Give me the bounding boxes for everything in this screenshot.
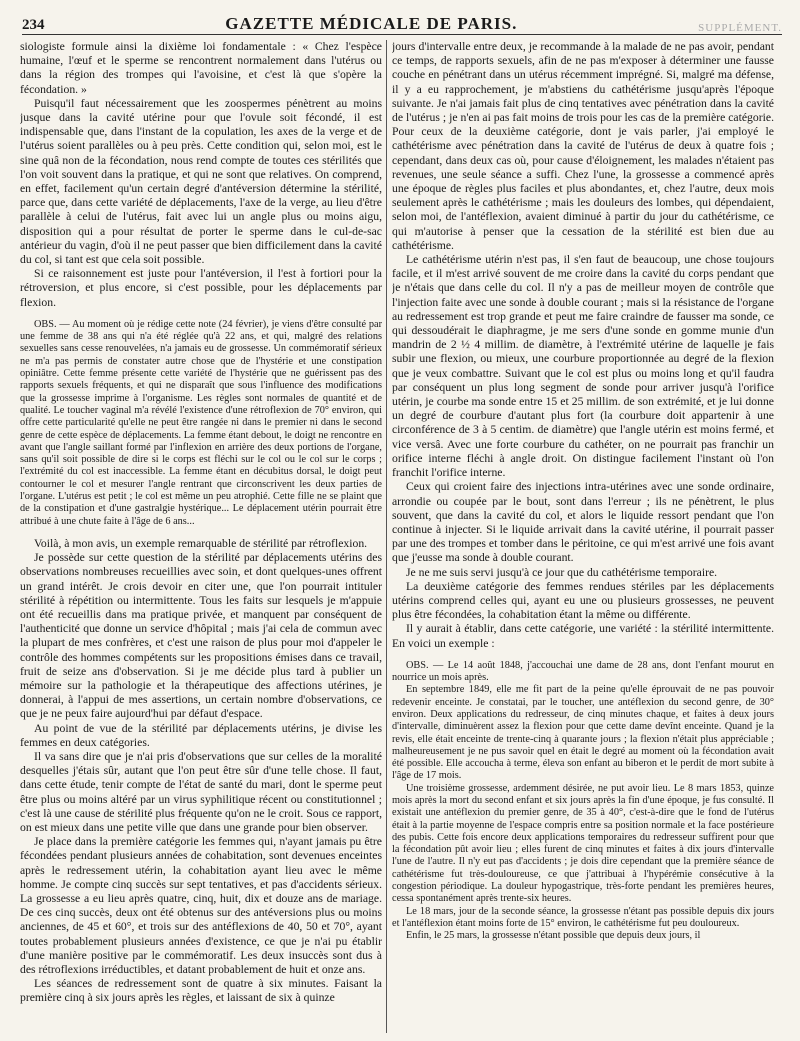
paragraph: Il y aurait à établir, dans cette catégorie, une variété : la stérilité intermittente. En voici un exemple : [392,622,774,650]
observation-paragraph: Enfin, le 25 mars, la grossesse n'étant possible que depuis deux jours, il [406,930,701,942]
observation-paragraph: En septembre 1849, elle me fit part de la peine qu'elle éprouvait de ne pas pouvoir redevenir enceinte. Je constatai, par le toucher, une antéflexion du second genre, de 30° environ. Deux applications du redresseur, de cinq minutes chaque, et faites à deux jours d'intervalle, diminuèrent assez la flexion pour que cette dame devînt enceinte. Quand je la revis, elle était enceinte de trente-cinq à quarante jours ; la flexion n'était plus appréciable ; malheureusement je ne pus savoir quel en était le degré au moment où la fécondation avait été possible. Elle accoucha à terme, éleva son enfant au biberon et le perdit de mort subite à l'âge de 17 mois. [392,684,774,782]
observation-paragraph: OBS. — Au moment où je rédige cette note (24 février), je viens d'être consulté par une femme de 38 ans qui n'a été réglée qu'à 22 ans, et qui, malgré des relations sexuelles sans cesse renouvelées, n'a jamais eu de grossesse. Un commémoratif sérieux ne m'a pas permis de constater autre chose que de l'hystérie et une constipation opiniâtre. Cette femme présente cette variété de l'hystérie que ne guérissent pas des rapports sexuels fréquents, et qui ne disparaît que sous l'influence des modifications que la grossesse imprime à l'organisme. Les règles sont normales de quantité et de qualité. Le toucher vaginal m'a révélé l'existence d'une rétroflexion de 70° environ, qui offre cette particularité qu'elle ne peut être rangée ni dans le premier ni dans le second genre de cette espèce de déplacements. La femme étant debout, le doigt ne rencontre en avant que l'angle saillant formé par l'inflexion en arrière des deux portions de l'organe, sans qu'il soit possible de dire si le corps est fléchi sur le col ou le col sur le corps ; l'extrémité du col est inaccessible. La femme étant en décubitus dorsal, le doigt peut contourner le col et mesurer l'angle rentrant que circonscrivent les deux parties de l'organe. L'utérus est petit ; le col est même un peu atrophié. Cette fille ne se plaint que de la constipation et d'une gastralgie hystérique... Le déplacement utérin pourrait être attribué à une chute faite à l'âge de 6 ans... [20,318,382,527]
page-header [22,12,782,35]
paragraph: Ceux qui croient faire des injections intra-utérines avec une sonde ordinaire, arrondie ou coupée par le bout, sont dans l'erreur ; ils ne pénètrent, le plus souvent, que dans la cavité du col, et alors le liquide ressort pendant que l'on continue à injecter. Si le liquide arrivait dans la cavité utérine, il pourrait passer par une des trompes et tomber dans le péritoine, ce qui m'est arrivé une fois avant que j'eusse ma sonde à double courant. [392,480,774,565]
observation-paragraph: OBS. — Le 14 août 1848, j'accouchai une dame de 28 ans, dont l'enfant mourut en nourrice un mois après. [392,659,774,684]
paragraph: Je place dans la première catégorie les femmes qui, n'ayant jamais pu être fécondées pendant plusieurs années de cohabitation, sont devenues enceintes après le redressement utérin, la cohabitation ayant lieu avec le même homme. Je compte cinq succès sur sept tentatives, et pas d'accidents sérieux. La grossesse a eu lieu après quatre, cinq, huit, dix et douze ans de mariage. De ces cinq succès, deux ont été obtenus sur des antéversions plus ou moins anciennes, de 45 et 60°, et trois sur des antéflexions de 40, 50 et 70°, ayant toutes probablement plusieurs années d'existence, ce que je n'ai pu établir d'une manière positive par le commémoratif. Les deux insuccès sont dus à des rétroflexions irréductibles, et datant probablement de huit et onze ans. [20,835,382,976]
journal-title: GAZETTE MÉDICALE DE PARIS. [225,14,518,33]
paragraph: Le cathétérisme utérin n'est pas, il s'en faut de beaucoup, une chose toujours facile, et il m'est arrivé souvent de me croire dans la cavité du corps pendant que je n'étais que dans celle du col. Il n'y a pas de meilleur moyen de contrôle que l'injection faite avec une sonde à double courant ; mais si la résistance de l'organe au redressement est trop grande et peut me faire craindre de fausser ma sonde, ce qui dessoudérait le diaphragme, je me sers d'une sonde en gomme munie d'un mandrin de 2 ½ 4 millim. de diamètre, à l'extrémité utérine de laquelle je fais subir une flexion, ou mieux, une courbure proportionnée au degré de la flexion que je veux combattre. Suivant que le col est plus ou moins long et qu'il faudra par conséquent un plus long segment de sonde pour arriver jusqu'à l'orifice utérin, je courbe ma sonde entre 15 et 25 millim. de son extrémité, et je lui donne un degré de courbure d'autant plus fort (la courbure doit appartenir à une circonférence de 3 à 5 centim. de diamètre) que l'angle utérin est moins fermé, et vice versâ. Avec une forte courbure du cathéter, on ne pourrait pas franchir un orifice interne fléchi à angle droit. On distingue facilement l'instant où l'on franchit l'orifice interne. [392,253,774,480]
column-divider [386,40,387,1033]
observation-paragraph: Le 18 mars, jour de la seconde séance, la grossesse n'étant pas possible depuis dix jours et l'antéflexion étant moins forte de 15° environ, le cathétérisme fut peu douloureux. [392,905,774,929]
paragraph: Il va sans dire que je n'ai pris d'observations que sur celles de la moralité desquelles j'étais sûr, autant que l'on peut être sûr d'une telle chose. Il faut, dans cette étude, tenir compte de l'état de santé du mari, dont le sperme peut être plus ou moins altéré par un virus syphilitique récent ou constitutionnel ; c'est là une cause de stérilité plus fréquente qu'on ne le croit. Sous ce rapport, on est mieux dans une petite ville que dans une grande pour bien observer. [20,749,382,834]
paragraph: Au point de vue de la stérilité par déplacements utérins, je divise les femmes en deux catégories. [20,721,382,749]
paragraph-gap [20,528,382,537]
paragraph-gap [20,310,382,319]
paragraph: La deuxième catégorie des femmes rendues stériles par les déplacements utérins comprend celles qui, ayant eu une ou plusieurs grossesses, ne peuvent plus être fécondées, la cohabitation étant la même ou différente. [392,579,774,622]
paragraph: Voilà, à mon avis, un exemple remarquable de stérilité par rétroflexion. [34,536,368,550]
paragraph: Les séances de redressement sont de quatre à six minutes. Faisant la première cinq à six jours après les règles, et laissant de six à quinze [20,977,382,1005]
paragraph-gap [392,651,774,660]
running-head: SUPPLÉMENT. [698,22,782,34]
paragraph: siologiste formule ainsi la dixième loi fondamentale : « Chez l'espèce humaine, l'œuf et le sperme se rencontrent normalement dans l'utérus ou dans la région des trompes qui l'avoisine, et c'est là que s'opère la fécondation. » [20,40,382,96]
paragraph: Je ne me suis servi jusqu'à ce jour que du cathétérisme temporaire. [406,565,718,579]
paragraph: Je possède sur cette question de la stérilité par déplacements utérins des observations nombreuses recueillies avec soin, et dont quelques-unes offrent un grand intérêt. Je crois devoir en citer une, que l'on pourrait intituler stérilité à répétition ou intermittente. Tous les faits sur lesquels je m'appuie ont été recueillis dans ma pratique privée, et manquent par conséquent de l'authenticité que donne un service d'hôpital ; mais j'ai cela de commun avec la plupart de mes confrères, et c'est une raison de plus pour moi d'appeler le contrôle des hommes compétents sur les propositions émises dans ce travail, fruit de seize ans d'observation. Si je me décide plus tard à publier un mémoire sur la pathologie et la thérapeutique des affections utérines, je donnerai, à l'appui de mes assertions, un certain nombre d'observations, ce que je ne peux faire aujourd'hui par défaut d'espace. [20,551,382,721]
paragraph: Puisqu'il faut nécessairement que les zoospermes pénètrent au moins jusque dans la cavité utérine pour que l'ovule soit fécondé, il est indispensable que, dans l'instant de la copulation, les axes de la verge et de l'utérus soient parallèles ou à peu près. Cette condition qui, selon moi, est le sine quâ non de la fécondation, nous rend compte de toutes ces stérilités que l'on voit souvent dans la pratique, et qui ne sont que relatives. On comprend, en effet, facilement qu'un certain degré d'antéversion détermine la stérilité, parce que, dans cette variété de déplacements, l'axe de la verge, au lieu d'être parallèle à celui de l'utérus, fait avec lui un angle plus ou moins aigu, disposition qui a pour résultat de porter le sperme dans le cul-de-sac antérieur du vagin, d'où il ne peut passer que bien difficilement dans la cavité du col, si tant est que cela soit possible. [20,96,382,267]
page-number: 234 [22,17,45,33]
paragraph: Si ce raisonnement est juste pour l'antéversion, il l'est à fortiori pour la rétroversion, et plus encore, si c'est possible, pour les déplacements par flexion. [20,267,382,309]
right-column [392,40,774,1033]
left-column [20,40,382,1033]
paragraph: jours d'intervalle entre deux, je recommande à la malade de ne pas avoir, pendant ce temps, de rapports sexuels, afin de ne pas m'exposer à déterminer une fausse couche en pénétrant dans un utérus récemment imprégné. Si, malgré ma défense, il y a eu rapprochement, je m'abstiens du cathétérisme jusqu'après l'époque suivante. Je n'ai jamais fait plus de cinq tentatives avec pénétration dans la cavité de l'utérus ; je n'en ai pas fait moins de trois pour les cas de la première catégorie. Pour ceux de la deuxième catégorie, dont je vais parler, j'ai employé le cathétérisme avec pénétration dans la cavité de l'utérus de deux à quatre fois ; cependant, dans deux cas où, pour cause d'éloignement, les malades n'étaient pas revenues, une seule séance a suffi. Chez l'une, la grossesse a commencé après une époque de règles plus faciles et plus abondantes, et, chez l'autre, deux mois seulement après le cathétérisme ; mais les douleurs des lombes, qui dépendaient, selon moi, de l'antéflexion, avaient diminué à partir du jour du cathétérisme, ce qui m'autorise à penser que la cessation de la stérilité est bien due au cathétérisme. [392,40,774,252]
observation-paragraph: Une troisième grossesse, ardemment désirée, ne put avoir lieu. Le 8 mars 1853, quinze mois après la mort du second enfant et six jours après la fin d'une époque, je fus consulté. Il existait une antéflexion du premier genre, de 35 à 40°, c'est-à-dire que le fond de l'utérus était à la partie moyenne de l'espace compris entre sa position normale et la face postérieure des pubis. Cette fois encore deux applications temporaires du redresseur suffirent pour que la fécondation pût avoir lieu ; elles furent de cinq minutes et faites à dix jours d'intervalle l'une de l'autre. Il n'y eut pas d'accidents ; je dois dire cependant que la première séance de cathétérisme fut très-douloureuse, ce que j'attribuai à l'hypérémie consécutive à la congestion périodique. La douleur hypogastrique, très-forte pendant les premières heures, cessa spontanément après trente-six heures. [392,782,774,905]
